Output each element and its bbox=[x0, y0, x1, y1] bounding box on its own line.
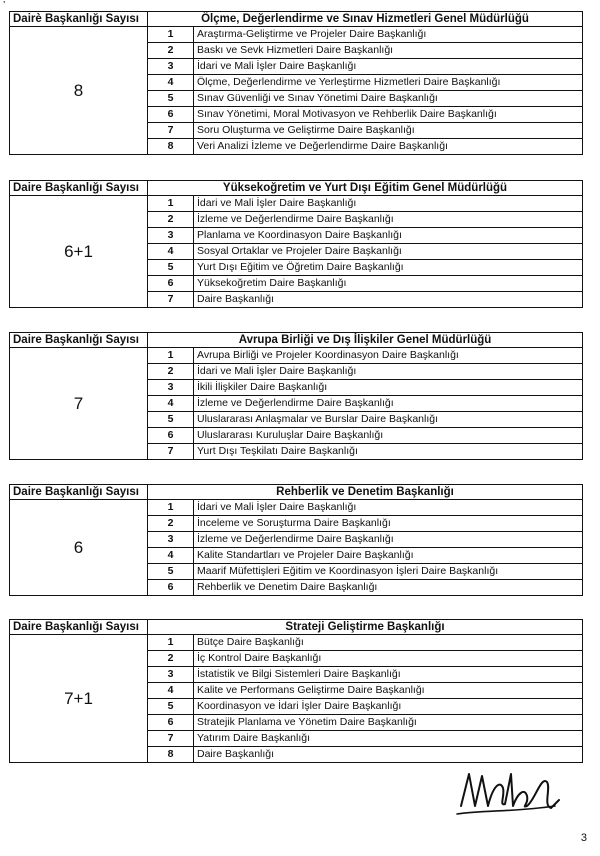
directorate-title: Rehberlik ve Denetim Başkanlığı bbox=[148, 485, 583, 500]
signature bbox=[455, 766, 565, 826]
department-name: İdari ve Mali İşler Daire Başkanlığı bbox=[194, 500, 583, 516]
row-number: 2 bbox=[148, 43, 194, 59]
row-number: 3 bbox=[148, 59, 194, 75]
row-number: 6 bbox=[148, 428, 194, 444]
row-number: 1 bbox=[148, 635, 194, 651]
row-number: 5 bbox=[148, 91, 194, 107]
department-name: Baskı ve Sevk Hizmetleri Daire Başkanlığı bbox=[194, 43, 583, 59]
row-number: 7 bbox=[148, 731, 194, 747]
directorate-table bbox=[9, 484, 583, 596]
row-number: 3 bbox=[148, 380, 194, 396]
header-count-label: Daire Başkanlığı Sayısı bbox=[10, 181, 148, 196]
department-name: Yatırım Daire Başkanlığı bbox=[194, 731, 583, 747]
department-name: Soru Oluşturma ve Geliştirme Daire Başkanlığı bbox=[194, 123, 583, 139]
row-number: 7 bbox=[148, 444, 194, 460]
department-name: Araştırma-Geliştirme ve Projeler Daire Başkanlığı bbox=[194, 27, 583, 43]
row-number: 8 bbox=[148, 139, 194, 155]
row-number: 4 bbox=[148, 396, 194, 412]
header-count-label: Daire Başkanlığı Sayısı bbox=[10, 485, 148, 500]
department-name: İdari ve Mali İşler Daire Başkanlığı bbox=[194, 196, 583, 212]
row-number: 1 bbox=[148, 196, 194, 212]
department-name: İzleme ve Değerlendirme Daire Başkanlığı bbox=[194, 396, 583, 412]
row-number: 5 bbox=[148, 699, 194, 715]
row-number: 6 bbox=[148, 107, 194, 123]
row-number: 6 bbox=[148, 580, 194, 596]
directorate-title: Strateji Geliştirme Başkanlığı bbox=[148, 620, 583, 635]
header-count-label: Daire Başkanlığı Sayısı bbox=[10, 333, 148, 348]
department-count: 6+1 bbox=[10, 196, 148, 308]
department-count: 7 bbox=[10, 348, 148, 460]
row-number: 2 bbox=[148, 364, 194, 380]
table-row bbox=[10, 635, 583, 651]
department-name: Maarif Müfettişleri Eğitim ve Koordinasyon İşleri Daire Başkanlığı bbox=[194, 564, 583, 580]
row-number: 4 bbox=[148, 683, 194, 699]
page-number: 3 bbox=[580, 832, 587, 844]
department-name: Koordinasyon ve İdari İşler Daire Başkanlığı bbox=[194, 699, 583, 715]
department-count: 8 bbox=[10, 27, 148, 155]
table-row bbox=[10, 348, 583, 364]
header-count-label: Dairè Başkanlığı Sayısı bbox=[10, 12, 148, 27]
directorate-title: Ölçme, Değerlendirme ve Sınav Hizmetleri Genel Müdürlüğü bbox=[148, 12, 583, 27]
directorate-table bbox=[9, 332, 583, 460]
row-number: 4 bbox=[148, 244, 194, 260]
department-name: Sınav Güvenliği ve Sınav Yönetimi Daire Başkanlığı bbox=[194, 91, 583, 107]
row-number: 3 bbox=[148, 228, 194, 244]
department-name: İdari ve Mali İşler Daire Başkanlığı bbox=[194, 59, 583, 75]
department-name: Sınav Yönetimi, Moral Motivasyon ve Rehberlik Daire Başkanlığı bbox=[194, 107, 583, 123]
department-name: Kalite Standartları ve Projeler Daire Başkanlığı bbox=[194, 548, 583, 564]
department-name: Veri Analizi İzleme ve Değerlendirme Daire Başkanlığı bbox=[194, 139, 583, 155]
department-name: Daire Başkanlığı bbox=[194, 747, 583, 763]
row-number: 7 bbox=[148, 292, 194, 308]
department-name: İzleme ve Değerlendirme Daire Başkanlığı bbox=[194, 532, 583, 548]
row-number: 1 bbox=[148, 348, 194, 364]
department-name: İzleme ve Değerlendirme Daire Başkanlığı bbox=[194, 212, 583, 228]
directorate-title: Avrupa Birliği ve Dış İlişkiler Genel Müdürlüğü bbox=[148, 333, 583, 348]
row-number: 6 bbox=[148, 276, 194, 292]
row-number: 2 bbox=[148, 651, 194, 667]
department-name: Stratejik Planlama ve Yönetim Daire Başkanlığı bbox=[194, 715, 583, 731]
row-number: 6 bbox=[148, 715, 194, 731]
department-name: Yurt Dışı Eğitim ve Öğretim Daire Başkanlığı bbox=[194, 260, 583, 276]
table-row bbox=[10, 196, 583, 212]
department-name: Daire Başkanlığı bbox=[194, 292, 583, 308]
row-number: 2 bbox=[148, 516, 194, 532]
row-number: 1 bbox=[148, 500, 194, 516]
department-name: Yurt Dışı Teşkilatı Daire Başkanlığı bbox=[194, 444, 583, 460]
directorate-title: Yüksekoğretim ve Yurt Dışı Eğitim Genel Müdürlüğü bbox=[148, 181, 583, 196]
department-name: İkili İlişkiler Daire Başkanlığı bbox=[194, 380, 583, 396]
corner-mark: ’ bbox=[3, 0, 6, 11]
department-name: Bütçe Daire Başkanlığı bbox=[194, 635, 583, 651]
row-number: 8 bbox=[148, 747, 194, 763]
table-row bbox=[10, 27, 583, 43]
row-number: 5 bbox=[148, 564, 194, 580]
row-number: 4 bbox=[148, 548, 194, 564]
department-name: Uluslararası Kuruluşlar Daire Başkanlığı bbox=[194, 428, 583, 444]
department-name: İstatistik ve Bilgi Sistemleri Daire Başkanlığı bbox=[194, 667, 583, 683]
row-number: 3 bbox=[148, 532, 194, 548]
row-number: 3 bbox=[148, 667, 194, 683]
department-name: İnceleme ve Soruşturma Daire Başkanlığı bbox=[194, 516, 583, 532]
department-name: Yüksekoğretim Daire Başkanlığı bbox=[194, 276, 583, 292]
table-row bbox=[10, 500, 583, 516]
department-count: 7+1 bbox=[10, 635, 148, 763]
department-name: Planlama ve Koordinasyon Daire Başkanlığı bbox=[194, 228, 583, 244]
department-count: 6 bbox=[10, 500, 148, 596]
department-name: Ölçme, Değerlendirme ve Yerleştirme Hizmetleri Daire Başkanlığı bbox=[194, 75, 583, 91]
department-name: İdari ve Mali İşler Daire Başkanlığı bbox=[194, 364, 583, 380]
row-number: 7 bbox=[148, 123, 194, 139]
department-name: Rehberlik ve Denetim Daire Başkanlığı bbox=[194, 580, 583, 596]
row-number: 4 bbox=[148, 75, 194, 91]
header-count-label: Daire Başkanlığı Sayısı bbox=[10, 620, 148, 635]
department-name: İç Kontrol Daire Başkanlığı bbox=[194, 651, 583, 667]
row-number: 2 bbox=[148, 212, 194, 228]
department-name: Uluslararası Anlaşmalar ve Burslar Daire Başkanlığı bbox=[194, 412, 583, 428]
row-number: 5 bbox=[148, 412, 194, 428]
department-name: Avrupa Birliği ve Projeler Koordinasyon Daire Başkanlığı bbox=[194, 348, 583, 364]
directorate-table bbox=[9, 11, 583, 155]
directorate-table bbox=[9, 619, 583, 763]
department-name: Kalite ve Performans Geliştirme Daire Başkanlığı bbox=[194, 683, 583, 699]
row-number: 1 bbox=[148, 27, 194, 43]
row-number: 5 bbox=[148, 260, 194, 276]
department-name: Sosyal Ortaklar ve Projeler Daire Başkanlığı bbox=[194, 244, 583, 260]
directorate-table bbox=[9, 180, 583, 308]
